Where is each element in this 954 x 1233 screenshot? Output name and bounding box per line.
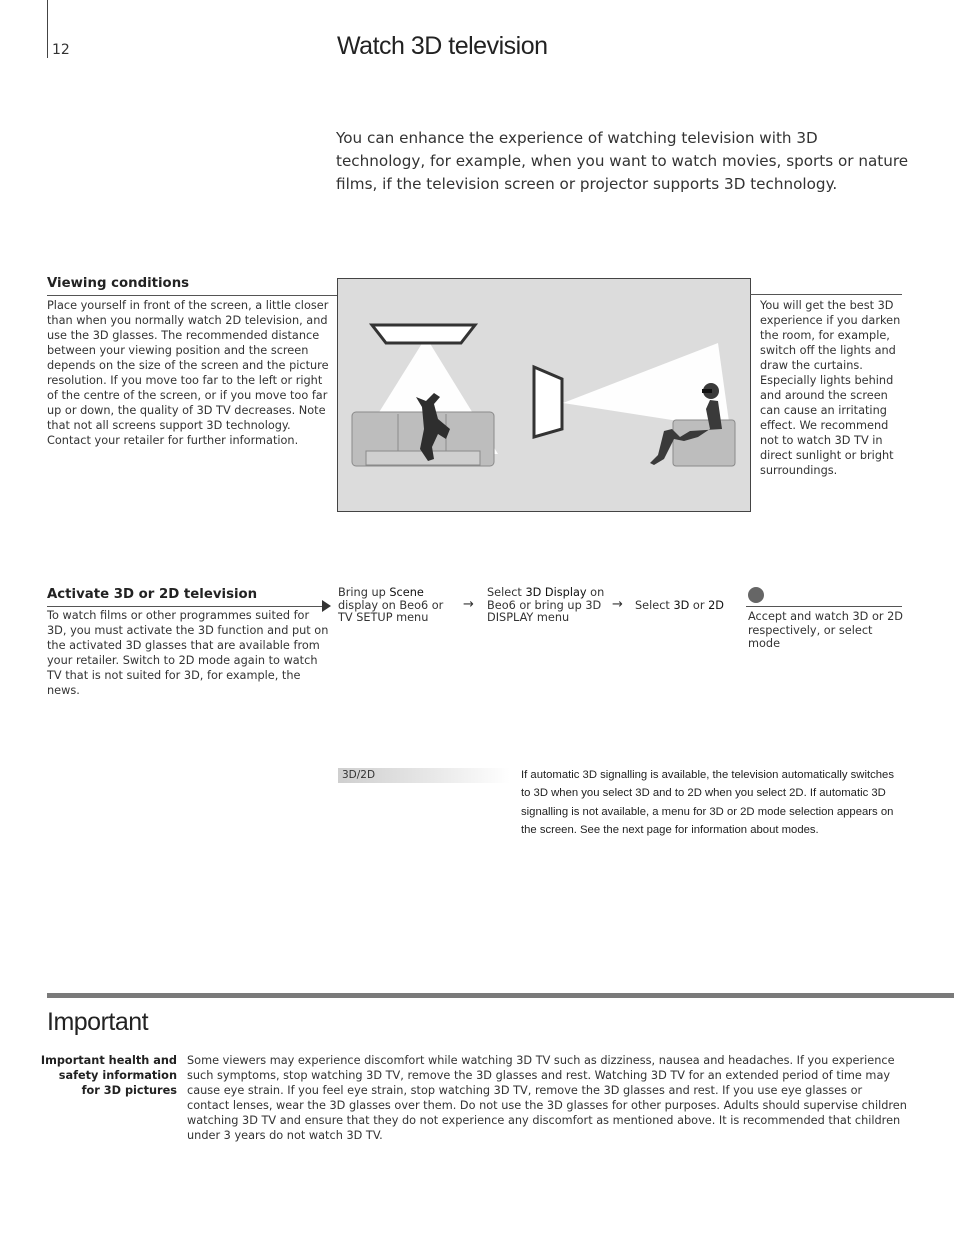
arrow-right-icon: →: [463, 597, 474, 612]
viewing-conditions-heading: Viewing conditions: [47, 276, 190, 291]
arrow-right-icon: →: [612, 597, 623, 612]
viewing-illustration: [337, 278, 751, 512]
step-text: display on Beo6 or TV SETUP menu: [338, 598, 444, 624]
step-bring-up-scene: [338, 587, 460, 625]
key-label: 3D Display: [525, 586, 587, 599]
page-number: 12: [52, 42, 70, 58]
step-select-3d-display: [487, 587, 607, 625]
important-divider: [47, 993, 954, 998]
armchair: [673, 420, 735, 466]
important-title: Important: [47, 1008, 149, 1036]
section-rule: [47, 606, 327, 607]
step-text: on Beo6 or bring up 3D DISPLAY menu: [487, 586, 605, 624]
viewing-conditions-text: Place yourself in front of the screen, a little closer than when you normally watch 2D television, and use the 3D glasses. The recommended distance between your viewing position and the screen depends on the size of the screen and the picture resolution. If you move too far to the left or right of the centre of the screen, or if you move too far up or down, the quality of 3D TV decreases. Note that not all screens support 3D technology. Contact your retailer for further information.: [47, 299, 329, 447]
activate-heading: Activate 3D or 2D television: [47, 587, 258, 602]
step-text: or: [689, 599, 709, 612]
side-note-text: You will get the best 3D experience if you darken the room, for example, switch off the lights and draw the curtains. Especially lights behind and around the screen can cause an irritating effect. We recommend not to watch 3D TV in direct sunlight or bright surroundings.: [760, 299, 901, 477]
center-button-icon: [748, 587, 764, 603]
3d-glasses: [702, 389, 712, 393]
key-label: 3D: [673, 599, 690, 612]
auto-signalling-text: If automatic 3D signalling is available, the television automatically switches to 3D when you select 3D and to 2D when you select 2D. If automatic 3D signalling is not available, a menu for 3D or 2D mode selection appears on the screen. See the next page for information about modes.: [521, 769, 894, 836]
activate-text: To watch films or other programmes suited for 3D, you must activate the 3D function and put on the activated 3D glasses that are available from your retailer. Switch to 2D mode again to watch TV that is not suited for 3D, for example, the news.: [47, 609, 329, 697]
room-illustration: [338, 279, 750, 511]
step-text: Select: [635, 599, 674, 612]
side-note-rule: [750, 294, 902, 295]
step-text: Select: [487, 586, 526, 599]
step-text: Bring up: [338, 586, 390, 599]
ceiling-screen: [372, 325, 475, 343]
key-label: Scene: [389, 586, 424, 599]
key-label: 2D: [708, 599, 724, 612]
page-title: Watch 3D television: [337, 32, 548, 60]
3d-2d-tag: 3D/2D: [338, 768, 510, 783]
step-select-mode: [635, 600, 745, 613]
health-safety-text: Some viewers may experience discomfort while watching 3D TV such as dizziness, nausea and headaches. If you experience such symptoms, stop watching 3D TV, remove the 3D glasses and rest. Watching 3D TV for an extended period of time may cause eye strain. If you feel eye strain, stop watching 3D TV, remove the 3D glasses and rest. If you use eye glasses or contact lenses, wear the 3D glasses over them. Do not use the 3D glasses for other purposes. Adults should supervise children watching 3D TV and ensure that they do not experience any discomfort as mentioned above. It is recommended that children under 3 years do not watch 3D TV.: [187, 1054, 907, 1142]
margin-line: [47, 0, 48, 58]
wall-tv: [534, 367, 562, 437]
accept-text: Accept and watch 3D or 2D respectively, or select mode: [748, 610, 904, 650]
health-safety-label: Important health and safety information for 3D pictures: [40, 1054, 177, 1097]
intro-paragraph: You can enhance the experience of watching television with 3D technology, for example, when you want to watch movies, sports or nature films, if the television screen or projector supports 3D technology.: [336, 129, 909, 193]
accept-rule: [746, 606, 902, 607]
section-rule: [47, 295, 337, 296]
